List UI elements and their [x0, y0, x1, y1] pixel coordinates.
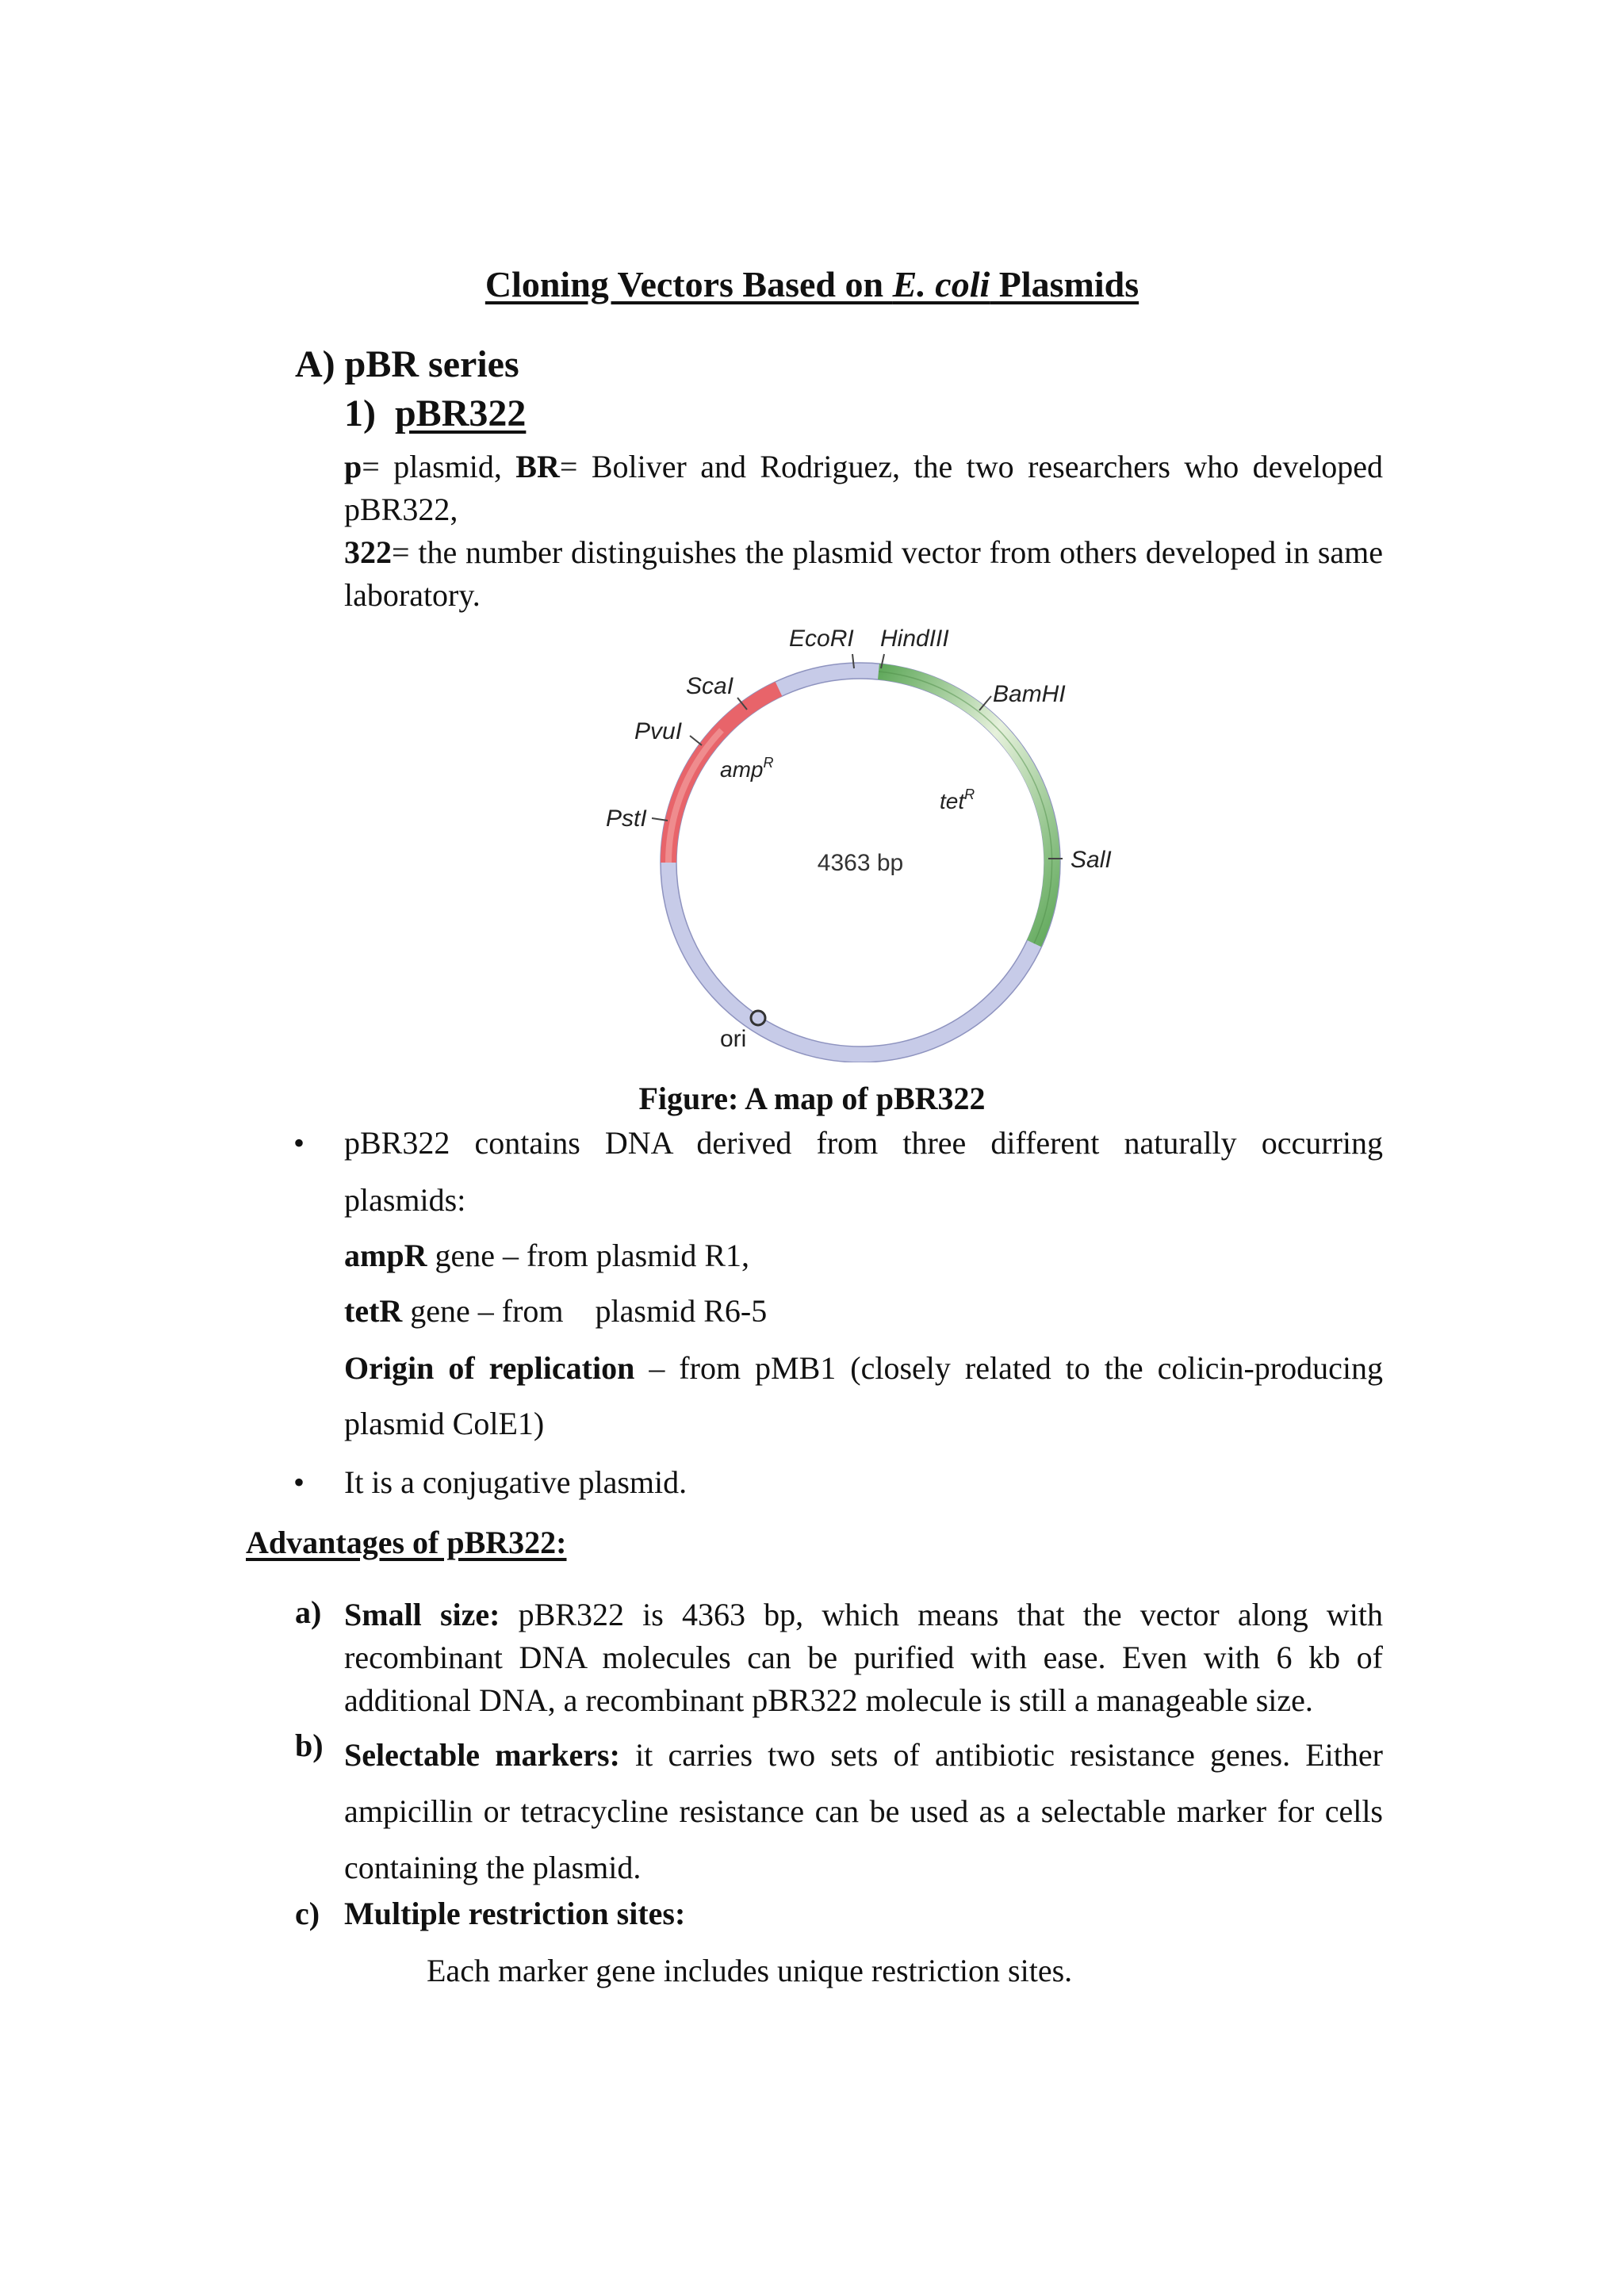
replication-origin-line-2: plasmid ColE1) — [344, 1406, 545, 1441]
bullet-1-line-1: pBR322 contains DNA derived from three different naturally occurring — [344, 1125, 1383, 1161]
plasmid-map-figure — [579, 618, 1150, 1062]
ecori-label: EcoRI — [789, 626, 854, 652]
amp-gene-label: amp$^R$ — [720, 755, 774, 782]
pvui-tick — [690, 736, 702, 745]
subsection-heading-pbr322: 1) pBR322 — [344, 392, 527, 434]
intro-paragraph-322: 322= the number distinguishes the plasmid vector from others developed in same laboratory. — [344, 534, 1383, 613]
plasmid-size-label: 4363 bp — [817, 850, 904, 876]
section-heading-pbr-series: A) pBR series — [295, 343, 519, 385]
bullet-2-text: It is a conjugative plasmid. — [344, 1464, 688, 1500]
advantage-b-paragraph: Selectable markers: it carries two sets of antibiotic resistance genes. Either ampicillin or tetracycline resistance can be used as a selectable marker for cells containing the plasmid. — [344, 1737, 1383, 1885]
scai-label: ScaI — [686, 673, 734, 699]
psti-label: PstI — [606, 806, 647, 832]
figure-caption: Figure: A map of pBR322 — [638, 1081, 986, 1116]
bullet-dot-1: • — [293, 1125, 305, 1161]
sali-label: SalI — [1071, 847, 1112, 873]
advantage-b-marker: b) — [295, 1728, 324, 1763]
bullet-1-line-2: plasmids: — [344, 1182, 466, 1218]
advantage-c-text: Each marker gene includes unique restriction sites. — [427, 1953, 1073, 1988]
tet-origin-line: tetR gene – from plasmid R6-5 — [344, 1293, 768, 1329]
bullet-dot-2: • — [293, 1464, 305, 1500]
tet-gene-outline — [879, 672, 1052, 943]
intro-paragraph-p-br: p= plasmid, BR= Boliver and Rodriguez, the two researchers who developed pBR322, — [344, 449, 1384, 527]
advantage-c-heading: Multiple restriction sites: — [344, 1896, 686, 1931]
advantage-a-paragraph: Small size: pBR322 is 4363 bp, which means that the vector along with recombinant DNA molecules can be purified with ease. Even with 6 kb of additional DNA, a recombinant pBR322 molecule is still a manageable size. — [344, 1597, 1383, 1718]
advantage-c-marker: c) — [295, 1896, 320, 1931]
pvui-label: PvuI — [634, 718, 683, 744]
ori-marker-icon — [751, 1011, 765, 1025]
replication-origin-line-1: Origin of replication – from pMB1 (closely related to the colicin-producing — [344, 1350, 1383, 1386]
tet-gene-label: tet$^R$ — [940, 786, 975, 813]
amp-origin-line: ampR gene – from plasmid R1, — [344, 1238, 750, 1273]
page-title: Cloning Vectors Based on E. coli Plasmids — [485, 264, 1139, 304]
hindiii-label: HindIII — [880, 626, 949, 652]
advantage-a-marker: a) — [295, 1594, 322, 1630]
bamhi-label: BamHI — [993, 681, 1066, 707]
advantages-heading: Advantages of pBR322: — [246, 1525, 567, 1560]
tet-gene-arc — [879, 672, 1052, 943]
ori-label: ori — [720, 1026, 747, 1052]
